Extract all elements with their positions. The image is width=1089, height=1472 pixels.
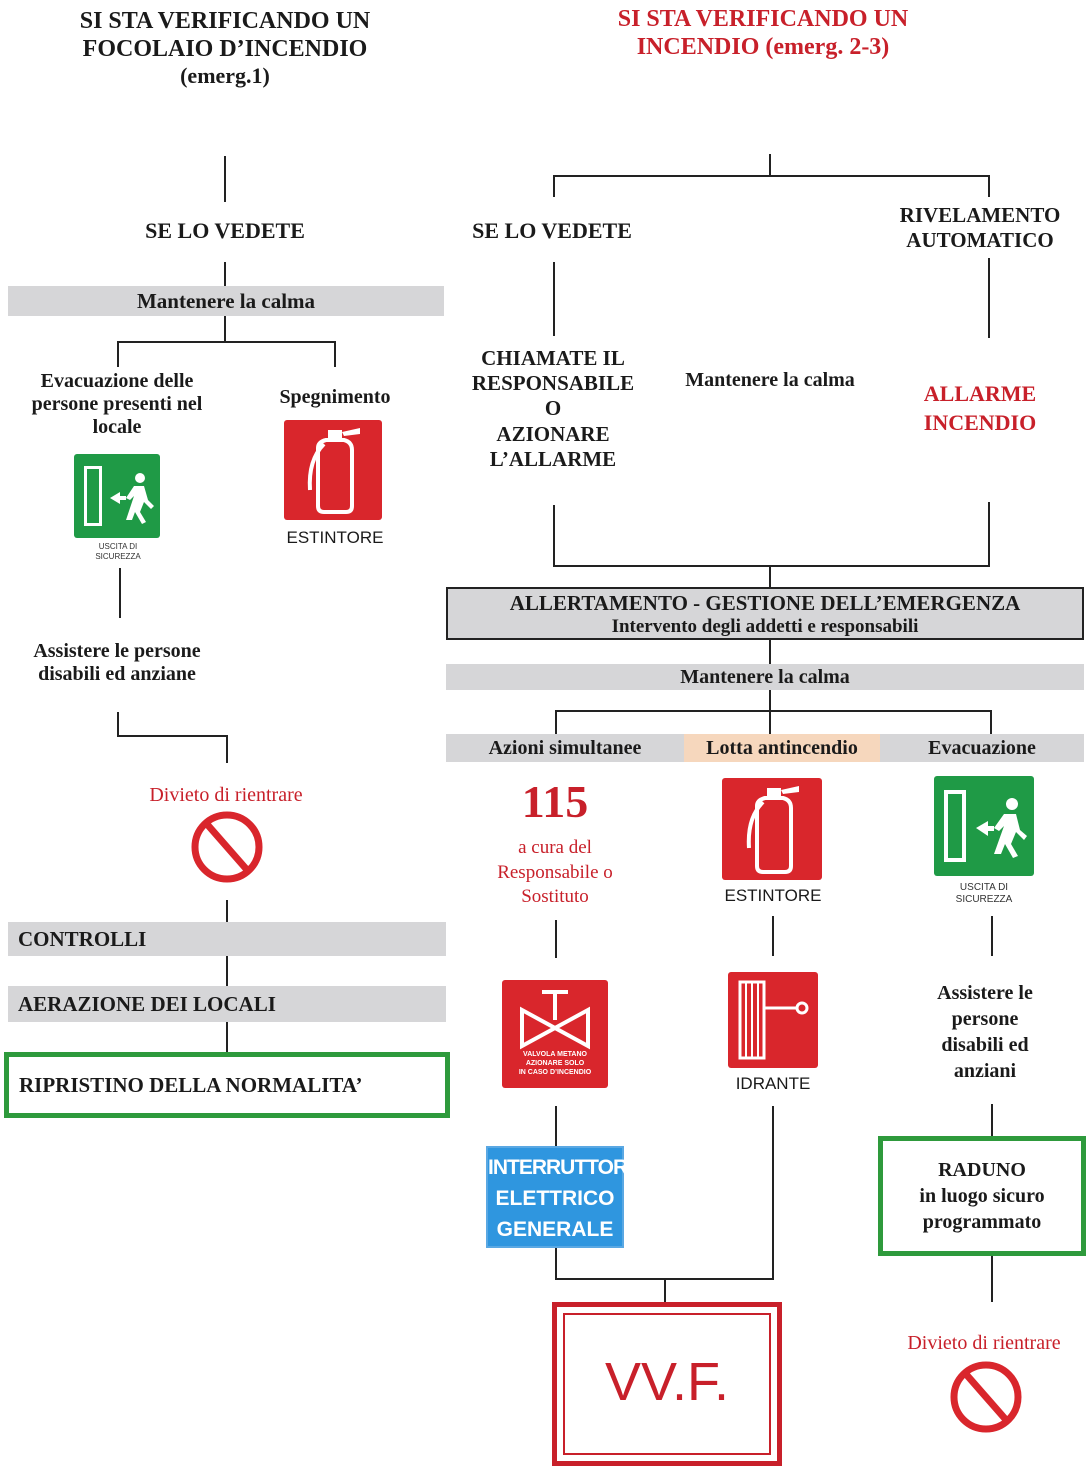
emergency-exit-icon — [934, 776, 1034, 876]
left-exit-caption: USCITA DI SICUREZZA — [95, 542, 141, 561]
right-estintore-caption: ESTINTORE — [724, 886, 822, 905]
aerazione-bar: AERAZIONE DEI LOCALI — [8, 986, 446, 1022]
allarme-incendio-label: ALLARME INCENDIO — [923, 381, 1037, 435]
right-se-lo-vedete: SE LO VEDETE — [472, 218, 632, 243]
azioni-simultanee-header: Azioni simultanee — [446, 734, 684, 762]
valvola-caption: VALVOLA METANO AZIONARE SOLO IN CASO D’INCENDIO — [518, 1051, 592, 1076]
right-calm-mid: Mantenere la calma — [685, 369, 855, 391]
gas-valve-icon — [502, 980, 608, 1088]
no-entry-icon — [188, 810, 266, 884]
right-title: SI STA VERIFICANDO UN INCENDIO (emerg. 2-3) — [617, 6, 909, 60]
vvf-box — [552, 1302, 782, 1466]
allertamento-box — [446, 587, 1084, 640]
left-divieto-label: Divieto di rientrare — [149, 784, 303, 806]
right-exit-caption: USCITA DI SICUREZZA — [955, 882, 1013, 905]
left-spegnimento-label: Spegnimento — [279, 386, 391, 408]
chiamate-label: CHIAMATE IL RESPONSABILE O AZIONARE L’ALLARME — [471, 346, 635, 471]
right-divieto-label: Divieto di rientrare — [907, 1332, 1061, 1354]
left-title: SI STA VERIFICANDO UN FOCOLAIO D’INCENDIO (emerg.1) — [79, 8, 371, 89]
lotta-antincendio-header: Lotta antincendio — [684, 734, 880, 762]
interruttore-generale-box: INTERRUTTORE ELETTRICO GENERALE — [486, 1146, 624, 1248]
left-estintore-caption: ESTINTORE — [286, 528, 384, 547]
vvf-label: VV.F. — [604, 1352, 730, 1412]
left-evacuation-label: Evacuazione delle persone presenti nel locale — [31, 370, 203, 438]
fire-extinguisher-icon — [722, 778, 822, 880]
emergency-number-115: 115 — [521, 776, 589, 827]
intervento-subtitle: Intervento degli addetti e responsabili — [611, 616, 919, 637]
allertamento-title: ALLERTAMENTO - GESTIONE DELL’EMERGENZA — [509, 591, 1021, 615]
left-se-lo-vedete: SE LO VEDETE — [145, 218, 305, 243]
left-assist-text: Assistere le persone disabili ed anziane — [33, 640, 201, 685]
fire-extinguisher-icon — [284, 420, 382, 520]
right-calm-bar: Mantenere la calma — [446, 664, 1084, 690]
controlli-bar: CONTROLLI — [8, 922, 446, 956]
right-assist-text: Assistere le persone disabili ed anziani — [937, 982, 1033, 1082]
rivelamento-label: RIVELAMENTO AUTOMATICO — [899, 203, 1061, 253]
ripristino-label: RIPRISTINO DELLA NORMALITA’ — [19, 1073, 363, 1097]
no-entry-icon — [946, 1360, 1026, 1434]
ripristino-box — [4, 1052, 450, 1118]
idrante-caption: IDRANTE — [735, 1074, 811, 1093]
left-calm-bar: Mantenere la calma — [8, 286, 444, 316]
emergency-exit-icon — [74, 454, 160, 538]
evacuazione-header: Evacuazione — [880, 734, 1084, 762]
fire-hydrant-hose-icon — [728, 972, 818, 1068]
raduno-box: RADUNO in luogo sicuro programmato — [878, 1136, 1086, 1256]
cura-responsabile-text: a cura del Responsabile o Sostituto — [497, 837, 613, 908]
